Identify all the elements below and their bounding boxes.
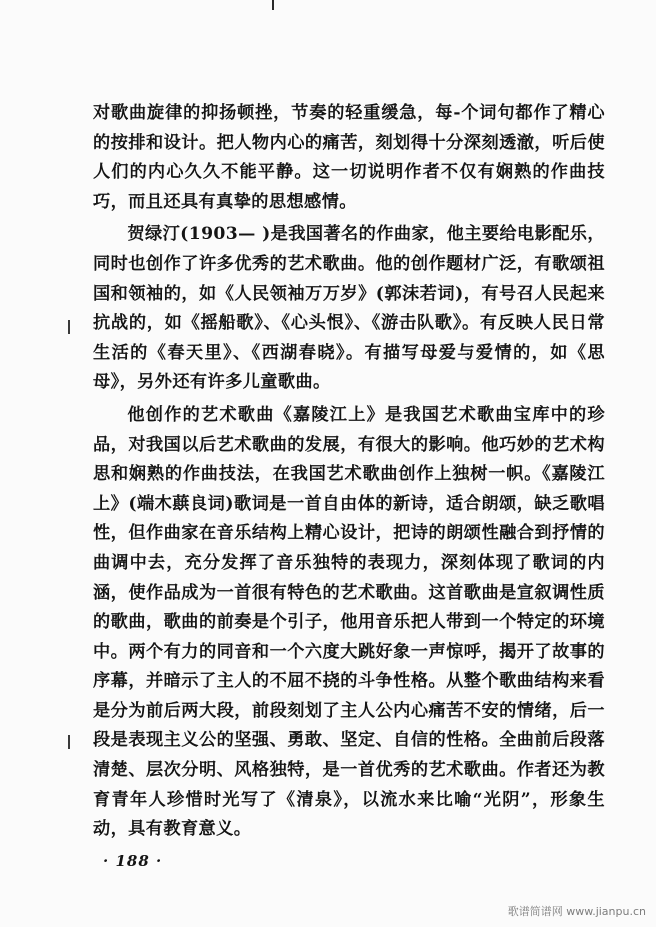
page-number: · 188 · xyxy=(103,852,163,870)
paragraph-he-luting-intro: 贺绿汀(1903— )是我国著名的作曲家，他主要给电影配乐，同时也创作了许多优秀的艺术歌曲。他的创作题材广泛，有歌颂祖国和领袖的，如《人民领袖万万岁》(郭沫若词)，有号召人民起来抗战的，如《摇船歌》、《心头恨》、《游击队歌》。有反映人民日常生活的《春天里》、《西湖春晓》。有描写母爱与爱情的，如《思母》，另外还有许多儿童歌曲。 xyxy=(93,224,605,393)
site-watermark: 歌谱简谱网 www.jianpu.cn xyxy=(507,905,646,918)
scan-mark-left xyxy=(68,320,70,334)
paragraph-continued: 对歌曲旋律的抑扬顿挫，节奏的轻重缓急，每-个词句都作了精心的按排和设计。把人物内心的痛苦，刻划得十分深刻透澈，听后使人们的内心久久不能平静。这一切说明作者不仅有娴熟的作曲技巧，而且还具有真挚的思想感情。 xyxy=(93,103,605,212)
paragraph-jialingjiang: 他创作的艺术歌曲《嘉陵江上》是我国艺术歌曲宝库中的珍品，对我国以后艺术歌曲的发展，有很大的影响。他巧妙的艺术构思和娴熟的作曲技法，在我国艺术歌曲创作上独树一帜。《嘉陵江上》(端木蕻良词)歌词是一首自由体的新诗，适合朗颂，缺乏歌唱性，但作曲家在音乐结构上精心设计，把诗的朗颂性融合到抒情的曲调中去，充分发挥了音乐独特的表现力，深刻体现了歌词的内涵，使作品成为一首很有特色的艺术歌曲。这首歌曲是宣叙调性质的歌曲，歌曲的前奏是个引子，他用音乐把人带到一个特定的环境中。两个有力的同音和一个六度大跳好象一声惊呼，揭开了故事的序幕，并暗示了主人的不屈不挠的斗争性格。从整个歌曲结构来看是分为前后两大段，前段刻划了主人公内心痛苦不安的情绪，后一段是表现主义公的坚强、勇敢、坚定、自信的性格。全曲前后段落清楚、层次分明、风格独特，是一首优秀的艺术歌曲。作者还为教育青年人珍惜时光写了《清泉》，以流水来比喻“光阴”，形象生动，具有教育意义。 xyxy=(93,404,605,840)
scan-mark-top xyxy=(272,0,274,10)
scan-mark-left xyxy=(68,735,70,749)
page-body xyxy=(93,99,605,848)
